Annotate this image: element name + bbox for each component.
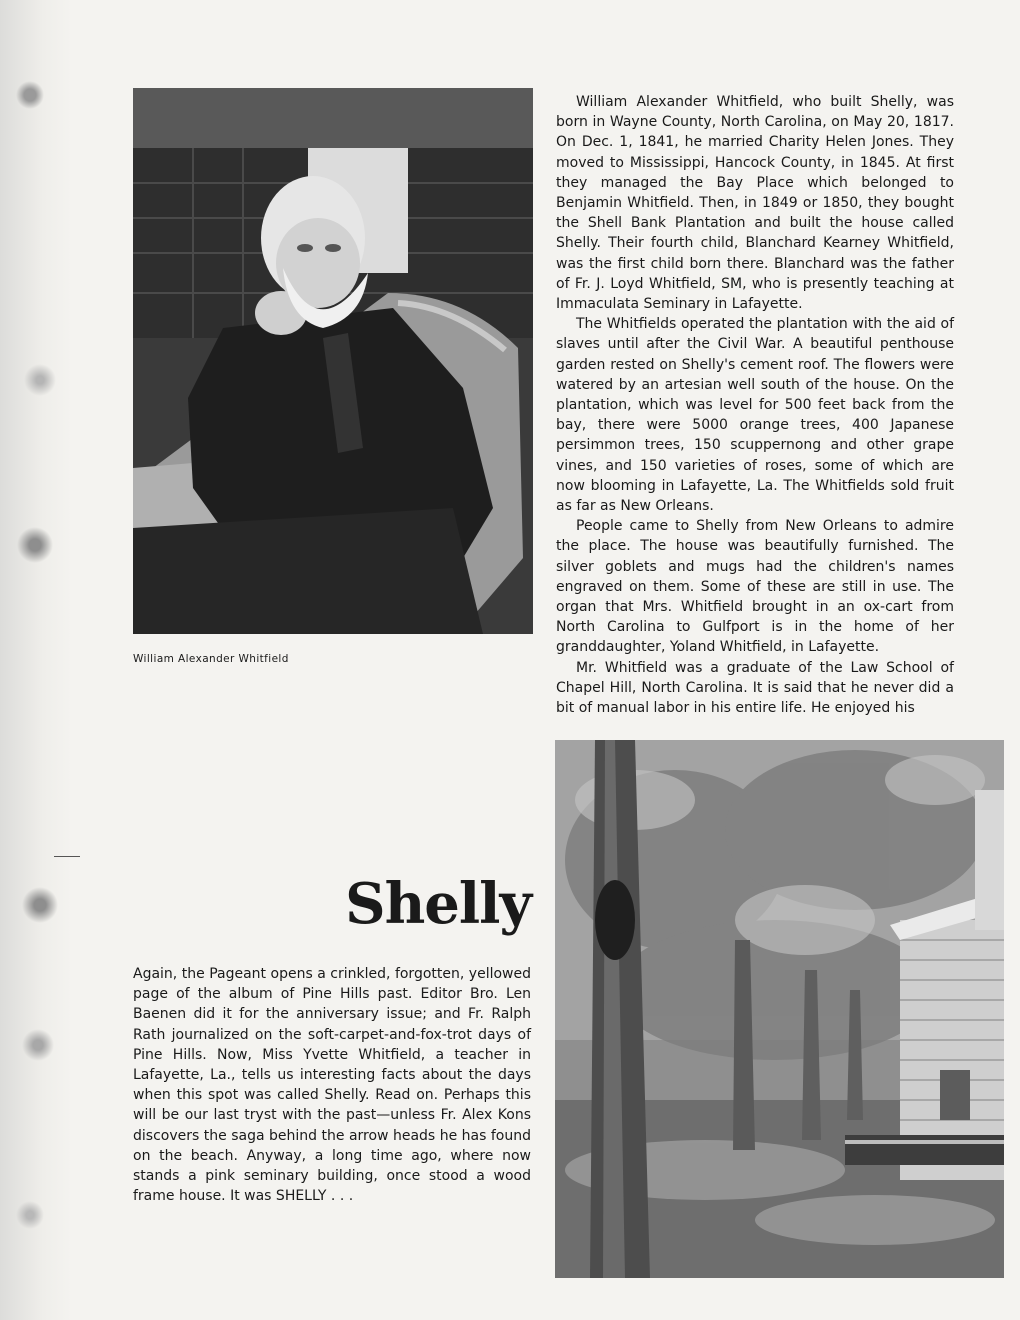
- scan-mark: [54, 856, 80, 857]
- portrait-photo: [133, 88, 533, 634]
- scan-margin-artifact: [0, 0, 72, 1320]
- paragraph: Mr. Whitfield was a graduate of the Law School of Chapel Hill, North Carolina. It is said that he never did a bit of manual labor in his entire life. He enjoyed his: [556, 659, 954, 717]
- article-body-column: [556, 92, 954, 718]
- intro-paragraph: Again, the Pageant opens a crinkled, forgotten, yellowed page of the album of Pine Hills past. Editor Bro. Len Baenen did it for the anniversary issue; and Fr. Ralph Rath journalized on the soft-carpet-and-fox-trot days of Pine Hills. Now, Miss Yvette Whitfield, a teacher in Lafayette, La., tells us interesting facts about the days when this spot was called Shelly. Read on. Perhaps this will be our last tryst with the past—unless Fr. Alex Kons discovers the saga behind the arrow heads he has found on the beach. Anyway, a long time ago, where now stands a pink seminary building, once stood a wood frame house. It was SHELLY . . .: [133, 966, 531, 1205]
- article-headline: Shelly: [345, 871, 531, 937]
- paragraph: The Whitfields operated the plantation with the aid of slaves until after the Civil War. A beautiful penthouse garden rested on Shelly's cement roof. The flowers were watered by an artesian well south of the house. On the plantation, which was level for 500 feet back from the bay, there were 5000 orange trees, 400 Japanese persimmon trees, 150 scuppernong and other grape vines, and 150 varieties of roses, some of which are now blooming in Lafayette, La. The Whitfields sold fruit as far as New Orleans.: [556, 316, 954, 515]
- paragraph: People came to Shelly from New Orleans to admire the place. The house was beautifully furnished. The silver goblets and mugs had the children's names engraved on them. Some of these are still in use. The organ that Mrs. Whitfield brought in an ox-cart from North Carolina to Gulfport is in the home of her granddaughter, Yoland Whitfield, in Lafayette.: [556, 518, 954, 656]
- paragraph: William Alexander Whitfield, who built Shelly, was born in Wayne County, North Carolina, on May 20, 1817. On Dec. 1, 1841, he married Charity Helen Jones. They moved to Mississippi, Hancock County, in 1845. At first they managed the Bay Place which belonged to Benjamin Whitfield. Then, in 1849 or 1850, they bought the Shell Bank Plantation and built the house called Shelly. Their fourth child, Blanchard Kearney Whitfield, was the first child born there. Blanchard was the father of Fr. J. Loyd Whitfield, SM, who is presently teaching at Immaculata Seminary in Lafayette.: [556, 94, 954, 313]
- photo-caption: William Alexander Whitfield: [133, 653, 289, 665]
- intro-column: [133, 964, 531, 1206]
- house-grounds-photo: [555, 740, 1004, 1278]
